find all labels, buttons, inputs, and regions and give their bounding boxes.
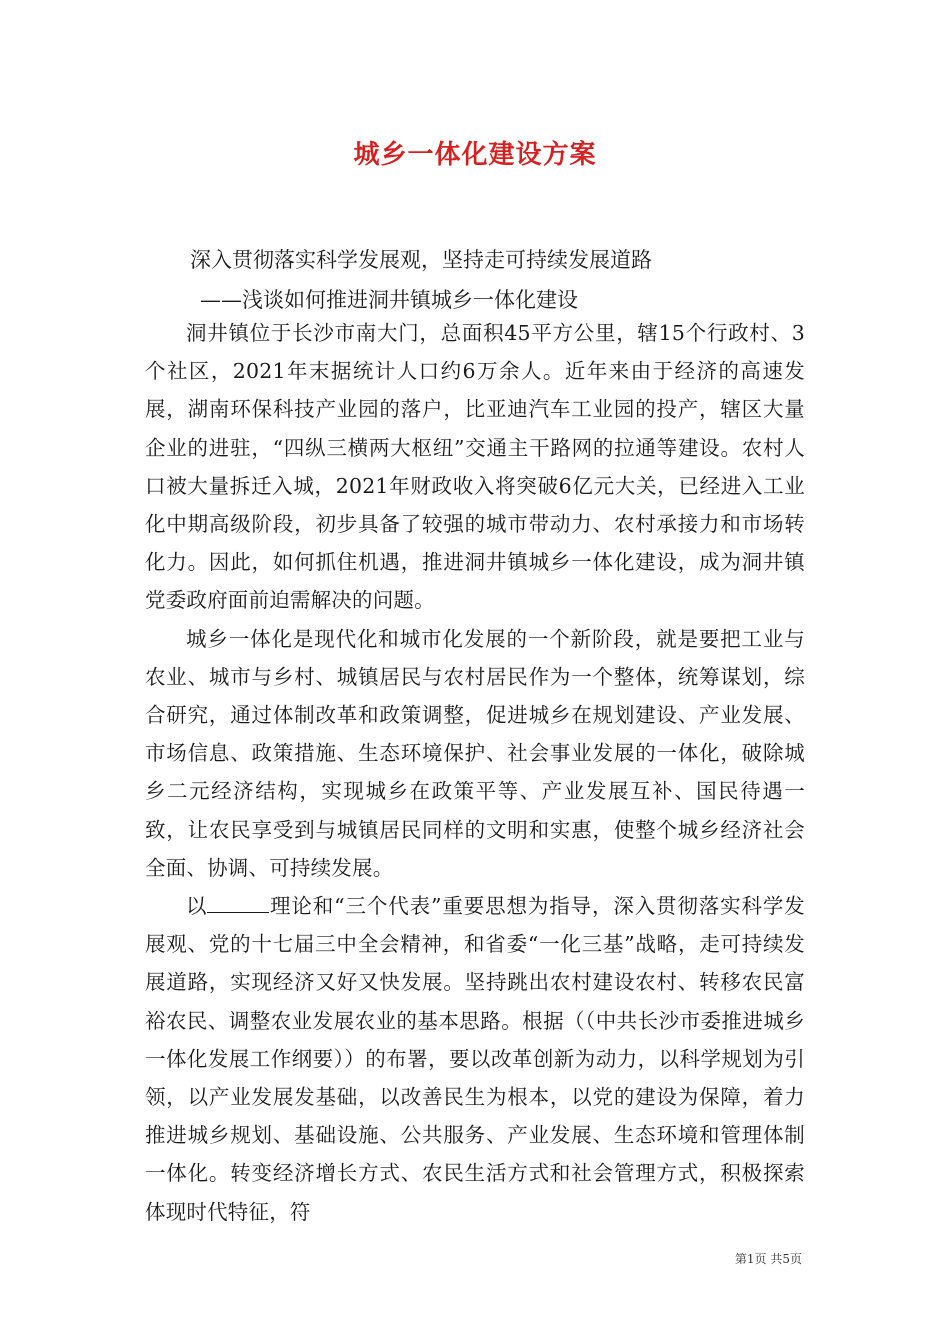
subtitle-secondary: ——浅谈如何推进洞井镇城乡一体化建设 [200, 288, 578, 312]
paragraph-3-lead: 以 [186, 894, 208, 919]
subtitle-main: 深入贯彻落实科学发展观，坚持走可持续发展道路 [190, 248, 652, 272]
paragraph-2: 城乡一体化是现代化和城市化发展的一个新阶段，就是要把工业与农业、城市与乡村、城镇居民与农村居民作为一个整体，统筹谋划，综合研究，通过体制改革和政策调整，促进城乡在规划建设、产业发展、市场信息、政策措施、生态环境保护、社会事业发展的一体化，破除城乡二元经济结构，实现城乡在政策平等、产业发展互补、国民待遇一致，让农民享受到与城镇居民同样的文明和实惠，使整个城乡经济社会全面、协调、可持续发展。 [145, 626, 805, 880]
page-number: 第1页 共5页 [734, 1252, 802, 1266]
paragraph-3 [145, 887, 805, 1231]
paragraph-1: 洞井镇位于长沙市南大门，总面积45平方公里，辖15个行政村、3个社区，2021年末据统计人口约6万余人。近年来由于经济的高速发展，湖南环保科技产业园的落户，比亚迪汽车工业园的投产，辖区大量企业的进驻，“四纵三横两大枢纽”交通主干路网的拉通等建设。农村人口被大量拆迁入城，2021年财政收入将突破6亿元大关，已经进入工业化中期高级阶段，初步具备了较强的城市带动力、农村承接力和市场转化力。因此，如何抓住机遇，推进洞井镇城乡一体化建设，成为洞井镇党委政府面前迫需解决的问题。 [145, 321, 805, 613]
paragraph-3-rest: 理论和“三个代表”重要思想为指导，深入贯彻落实科学发展观、党的十七届三中全会精神，和省委“一化三基”战略，走可持续发展道路，实现经济又好又快发展。坚持跳出农村建设农村、转移农民富裕农民、调整农业发展农业的基本思路。根据（（中共长沙市委推进城乡一体化发展工作纲要））的布署，要以改革创新为动力，以科学规划为引领，以产业发展发基础，以改善民生为根本，以党的建设为保障，着力推进城乡规划、基础设施、公共服务、产业发展、生态环境和管理体制一体化。转变经济增长方式、农民生活方式和社会管理方式，积极探索体现时代特征，符 [145, 894, 805, 1224]
document-body [145, 314, 805, 1231]
fill-in-blank [207, 892, 269, 914]
document-title: 城乡一体化建设方案 [353, 140, 597, 170]
